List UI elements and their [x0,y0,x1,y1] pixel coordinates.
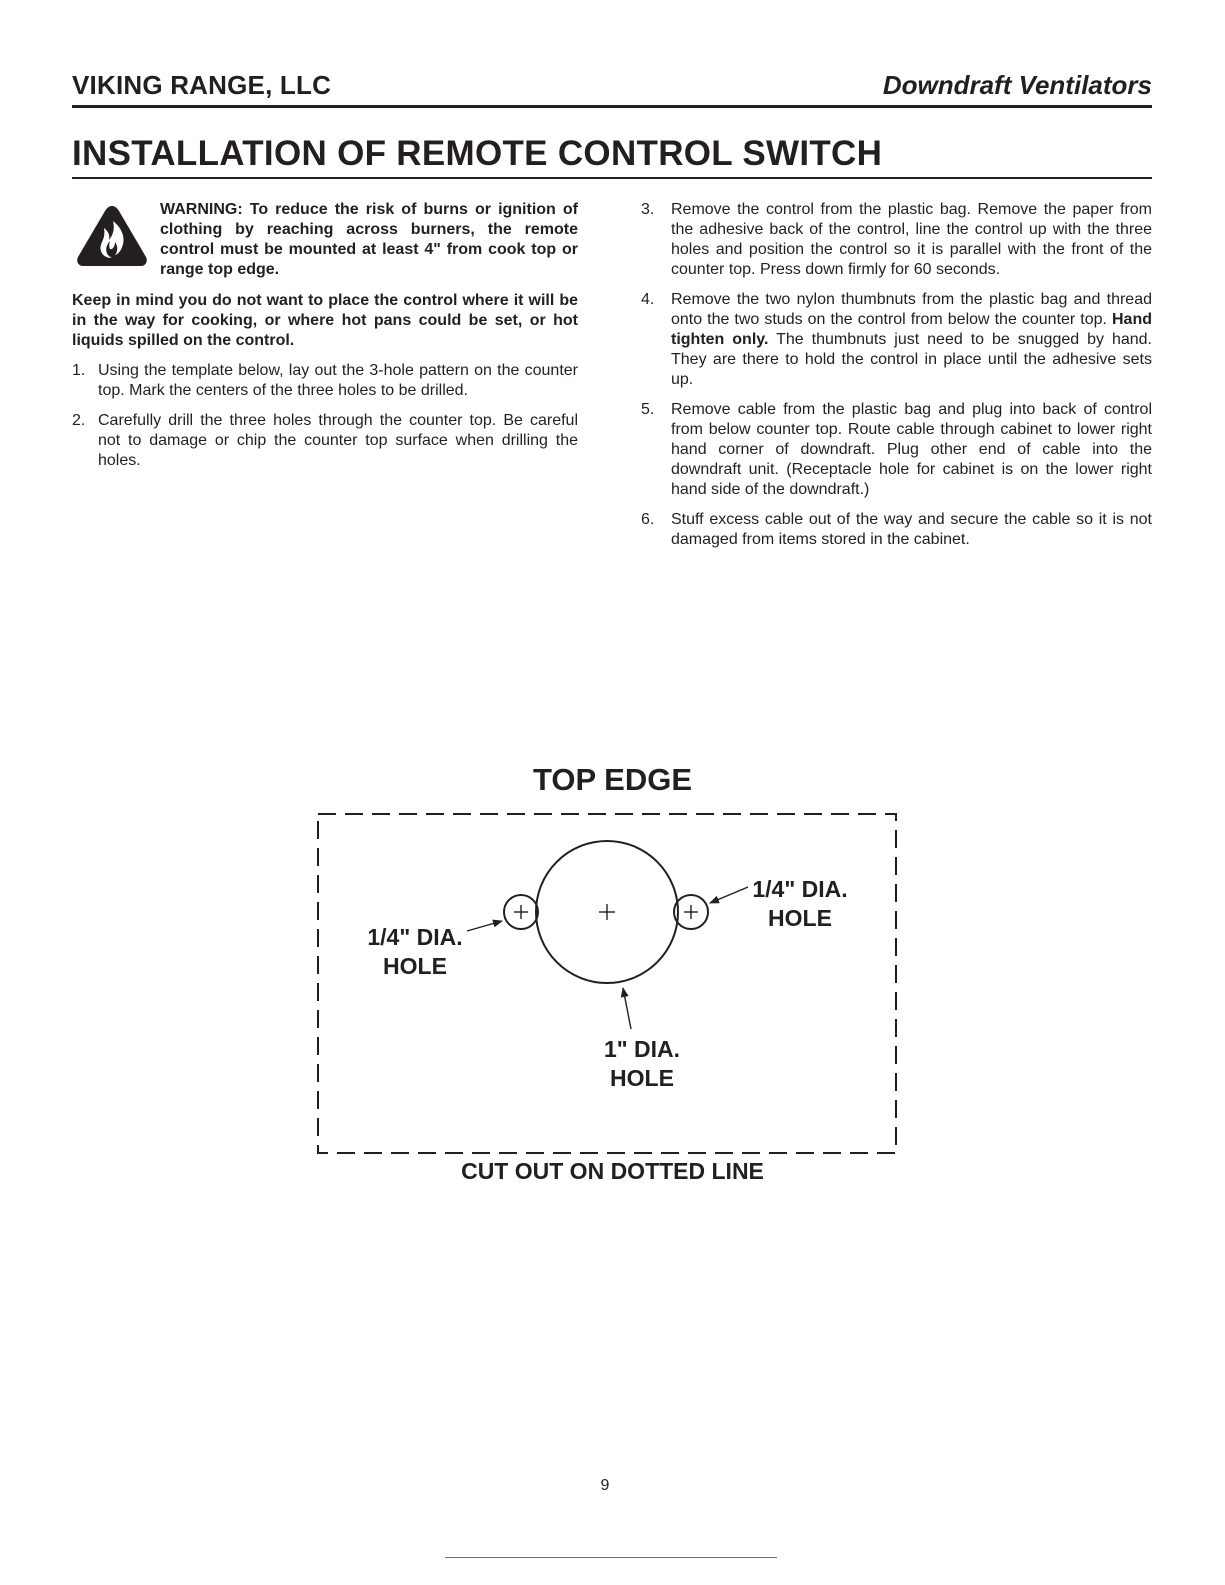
step-text: Carefully drill the three holes through the counter top. Be careful not to damage or chip the counter top surface when drilling the holes. [98,412,578,469]
step-number: 6. [641,511,655,528]
cut-out-border [318,814,896,1153]
step-text: Remove cable from the plastic bag and plug into back of control from below counter top. Route cable through cabinet to lower right hand corner of downdraft. Plug other end of cable into the downdraft unit. (Receptacle hole for cabinet is on the lower right hand side of the downdraft.) [671,401,1152,498]
title-rule [72,177,1152,179]
right-hole-size: 1/4" DIA. [752,876,848,902]
center-crosshair [599,904,615,920]
step-1 [72,361,578,401]
left-crosshair [514,905,528,919]
warning-text: WARNING: To reduce the risk of burns or ignition of clothing by reaching across burners, the remote control must be mounted at least 4" from cook top or range top edge. [160,201,578,278]
step-text: Stuff excess cable out of the way and secure the cable so it is not damaged from items stored in the cabinet. [671,511,1152,548]
step-number: 5. [641,401,655,418]
step-3 [641,200,1152,280]
left-hole-word: HOLE [383,953,447,979]
cut-out-instruction: CUT OUT ON DOTTED LINE [461,1158,764,1184]
header-rule [72,105,1152,108]
step-number: 3. [641,201,655,218]
step-emphasis: Hand tighten only. [671,311,1152,348]
company-name: VIKING RANGE, LLC [72,70,332,100]
step-number: 1. [72,362,86,379]
right-hole-label [740,875,860,933]
center-hole-arrow [623,988,631,1029]
warning-block [72,200,578,280]
intro-text: Keep in mind you do not want to place the control where it will be in the way for cooking, or where hot pans could be set, or hot liquids spilled on the control. [72,292,578,349]
step-number: 2. [72,412,86,429]
step-number: 4. [641,291,655,308]
center-hole-circle [536,841,678,983]
left-hole-size: 1/4" DIA. [367,924,463,950]
right-hole-word: HOLE [768,905,832,931]
right-hole-circle [674,895,708,929]
step-5 [641,400,1152,500]
center-hole-word: HOLE [610,1065,674,1091]
left-column [72,200,578,481]
step-2 [72,411,578,471]
right-column [641,200,1153,560]
right-crosshair [684,905,698,919]
top-edge-label: TOP EDGE [532,762,693,797]
page-number: 9 [600,1477,610,1494]
product-name: Downdraft Ventilators [882,70,1152,100]
step-text: Using the template below, lay out the 3-hole pattern on the counter top. Mark the centers of the three holes to be drilled. [98,362,578,399]
step-text: Remove the control from the plastic bag. Remove the paper from the adhesive back of the control, line the control up with the three holes and position the control so it is parallel with the front of the counter top. Press down firmly for 60 seconds. [671,201,1152,278]
step-text-continued: The thumbnuts just need to be snugged by hand. They are there to hold the control in place until the adhesive sets up. [671,331,1153,388]
footer-link-underline[interactable] [445,1557,777,1558]
step-text: Remove the two nylon thumbnuts from the plastic bag and thread onto the two studs on the control from below the counter top. [671,291,1152,328]
center-hole-size: 1" DIA. [603,1036,681,1062]
left-hole-label [355,923,475,981]
step-6 [641,510,1152,550]
left-hole-circle [504,895,538,929]
fire-warning-icon [75,204,149,268]
center-hole-label [582,1035,702,1093]
page-title: INSTALLATION OF REMOTE CONTROL SWITCH [72,134,883,173]
step-4 [641,290,1153,390]
